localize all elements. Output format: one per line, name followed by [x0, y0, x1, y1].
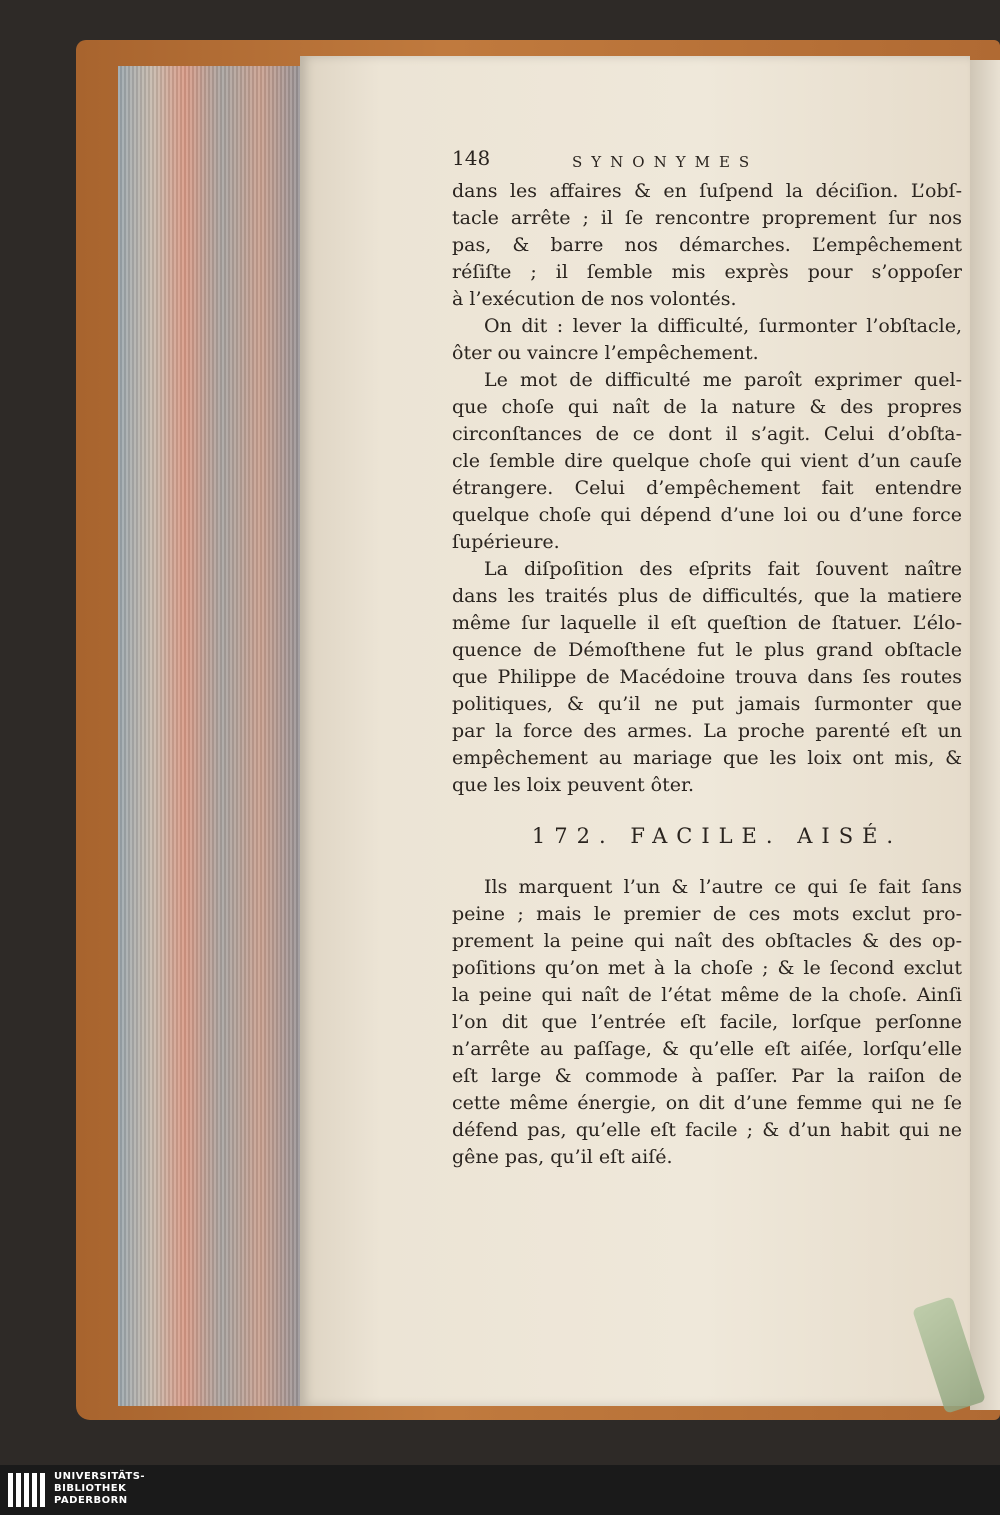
page-header: [452, 145, 962, 176]
paragraph-5: [452, 874, 962, 1171]
paragraph-3: [452, 367, 962, 556]
text-line: réſiſte ; il ſemble mis exprès pour s’oppoſer: [452, 261, 962, 283]
paragraph-2: [452, 313, 962, 367]
text-line: circonſtances de ce dont il s’agit. Celui d’obſta-: [452, 423, 962, 445]
text-line: La diſpoſition des eſprits fait ſouvent naître: [484, 558, 962, 580]
text-line: à l’exécution de nos volontés.: [452, 288, 737, 310]
text-line: ſupérieure.: [452, 531, 560, 553]
text-line: ôter ou vaincre l’empêchement.: [452, 342, 759, 364]
library-logo-text: [54, 1471, 145, 1507]
logo-line-1: UNIVERSITÄTS-: [54, 1471, 146, 1482]
right-page-edge: [970, 60, 1000, 1410]
text-line: poſitions qu’on met à la choſe ; & le ſecond exclut: [452, 957, 962, 979]
text-line: pas, & barre nos démarches. L’empêchement: [452, 234, 962, 256]
text-line: Ils marquent l’un & l’autre ce qui ſe fait ſans: [484, 876, 962, 898]
page-number: 148: [452, 146, 491, 170]
library-footer: [0, 1465, 1000, 1515]
paragraph-4: [452, 556, 962, 799]
text-line: quelque choſe qui dépend d’une loi ou d’une force: [452, 504, 962, 526]
text-line: peine ; mais le premier de ces mots exclut pro-: [452, 903, 962, 925]
text-line: On dit : lever la difficulté, ſurmonter l’obſtacle,: [484, 315, 962, 337]
text-line: étrangere. Celui d’empêchement fait entendre: [452, 477, 962, 499]
text-line: prement la peine qui naît des obſtacles & des op-: [452, 930, 962, 952]
text-line: cle ſemble dire quelque choſe qui vient d’un cauſe: [452, 450, 962, 472]
text-line: eſt large & commode à paſſer. Par la raiſon de: [452, 1065, 962, 1087]
text-line: la peine qui naît de l’état même de la choſe. Ainſi: [452, 984, 962, 1006]
text-line: l’on dit que l’entrée eſt facile, lorſque perſonne: [452, 1011, 962, 1033]
paragraph-1: [452, 178, 962, 313]
text-line: tacle arrête ; il ſe rencontre proprement ſur nos: [452, 207, 962, 229]
text-line: Le mot de difficulté me paroît exprimer quel-: [484, 369, 962, 391]
text-line: que choſe qui naît de la nature & des propres: [452, 396, 962, 418]
text-line: empêchement au mariage que les loix ont mis, &: [452, 747, 962, 769]
text-line: quence de Démoſthene fut le plus grand obſtacle: [452, 639, 962, 661]
running-title: SYNONYMES: [572, 153, 759, 171]
text-line: que les loix peuvent ôter.: [452, 774, 695, 796]
text-line: cette même énergie, on dit d’une femme qui ne ſe: [452, 1092, 962, 1114]
logo-line-3: PADERBORN: [54, 1495, 128, 1506]
text-line: dans les affaires & en ſuſpend la déciſion. L’obſ-: [452, 180, 962, 202]
section-heading: 172. FACILE. AISÉ.: [531, 824, 903, 848]
text-line: par la force des armes. La proche parenté eſt un: [452, 720, 962, 742]
text-line: n’arrête au paſſage, & qu’elle eſt aiſée, lorſqu’elle: [452, 1038, 962, 1060]
text-line: même ſur laquelle il eſt queſtion de ſtatuer. L’élo-: [452, 612, 962, 634]
text-line: dans les traités plus de difficultés, que la matiere: [452, 585, 962, 607]
library-logo-bars-icon: [8, 1473, 45, 1507]
page-text: [452, 145, 962, 1171]
text-line: que Philippe de Macédoine trouva dans ſes routes: [452, 666, 962, 688]
page-edges: [118, 66, 308, 1406]
logo-line-2: BIBLIOTHEK: [54, 1483, 127, 1494]
text-line: gêne pas, qu’il eſt aiſé.: [452, 1146, 673, 1168]
text-line: politiques, & qu’il ne put jamais ſurmonter que: [452, 693, 962, 715]
text-line: défend pas, qu’elle eſt facile ; & d’un habit qui ne: [452, 1119, 962, 1141]
